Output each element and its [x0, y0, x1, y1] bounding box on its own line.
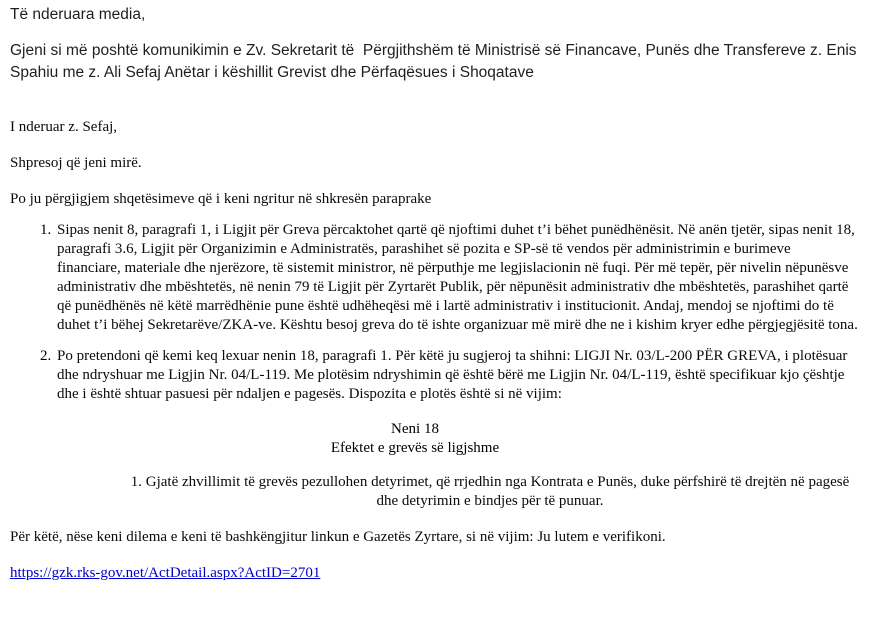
article-title: Neni 18: [391, 421, 439, 437]
intro-paragraph: Gjeni si më poshtë komunikimin e Zv. Sekretarit të Përgjithshëm të Ministrisë së Financave, Punës dhe Transfereve z. Enis Spahiu me z. Ali Sefaj Anëtar i këshillit Grevist dhe Përfaqësues i Shoqatave: [10, 42, 861, 81]
list-item-1-text: Sipas nenit 8, paragrafi 1, i Ligjit për Greva përcaktohet qartë që njoftimi duhet t’i bëhet punëdhënësit. Në anën tjetër, sipas nenit 18, paragrafi 3.6, Ligjit për Organizimin e Administratës, parashihet së pozita e SP-së të vendos për administrimin e burimeve financiare, materiale dhe njerëzore, të sistemit ministror, në përputhje me legjislacionin në fuqi. Për më tepër, për nivelin nëpunësve administrativ dhe mbështetës, në nenin 79 të Ligjit për Zyrtarët Publik, për nëpunësit administrativ dhe mbështetës, parashihet qartë që punëdhënës në këtë marrëdhënie pune është udhëheqësi më i lartë administrativ i institucionit. Andaj, mendoj se njoftimi do të duhet t’i bëhej Sekretarëve/ZKA-ve. Kështu besoj greva do të ishte organizuar më mirë dhe ne i kishim kryer edhe përgjegjësitë tona.: [57, 222, 858, 333]
greeting-line: Shpresoj që jeni mirë.: [10, 155, 142, 171]
article-heading-block: [10, 420, 820, 458]
article-subtitle: Efektet e grevës së ligjshme: [330, 440, 500, 456]
link-line: [10, 564, 858, 583]
lead-line: Po ju përgjigjem shqetësimeve që i keni ngritur në shkresën paraprake: [10, 191, 432, 207]
list-item-2-number: 2.: [40, 348, 52, 364]
gazette-link[interactable]: https://gzk.rks-gov.net/ActDetail.aspx?ActID=2701: [10, 565, 321, 581]
salutation-media: Të nderuara media,: [10, 6, 146, 23]
numbered-list: [10, 221, 858, 404]
closing-line: Për këtë, nëse keni dilema e keni të bashkëngjitur linkun e Gazetës Zyrtare, si në vijim: Ju lutem e verifikoni.: [10, 529, 666, 545]
list-item-1-number: 1.: [40, 222, 52, 238]
article-quote: 1. Gjatë zhvillimit të grevës pezullohen detyrimet, që rrjedhin nga Kontrata e Punës, duke përfshirë të drejtën në pagesë dhe detyrimin e bindjes për të punuar.: [130, 474, 850, 509]
list-item-1: [40, 221, 858, 335]
list-item-2-text: Po pretendoni që kemi keq lexuar nenin 18, paragrafi 1. Për këtë ju sugjeroj ta shihni: LIGJI Nr. 03/L-200 PËR GREVA, i plotësuar dhe ndryshuar me Ligjin Nr. 04/L-119. Me plotësim ndryshimin që është bërë me Ligjin Nr. 04/L-119, është specifikuar kjo çështje dhe i është shtuar pasuesi për ndaljen e pagesës. Dispozita e plotës është si në vijim:: [57, 348, 848, 402]
list-item-2: [40, 347, 858, 404]
salutation-recipient: I nderuar z. Sefaj,: [10, 119, 118, 135]
